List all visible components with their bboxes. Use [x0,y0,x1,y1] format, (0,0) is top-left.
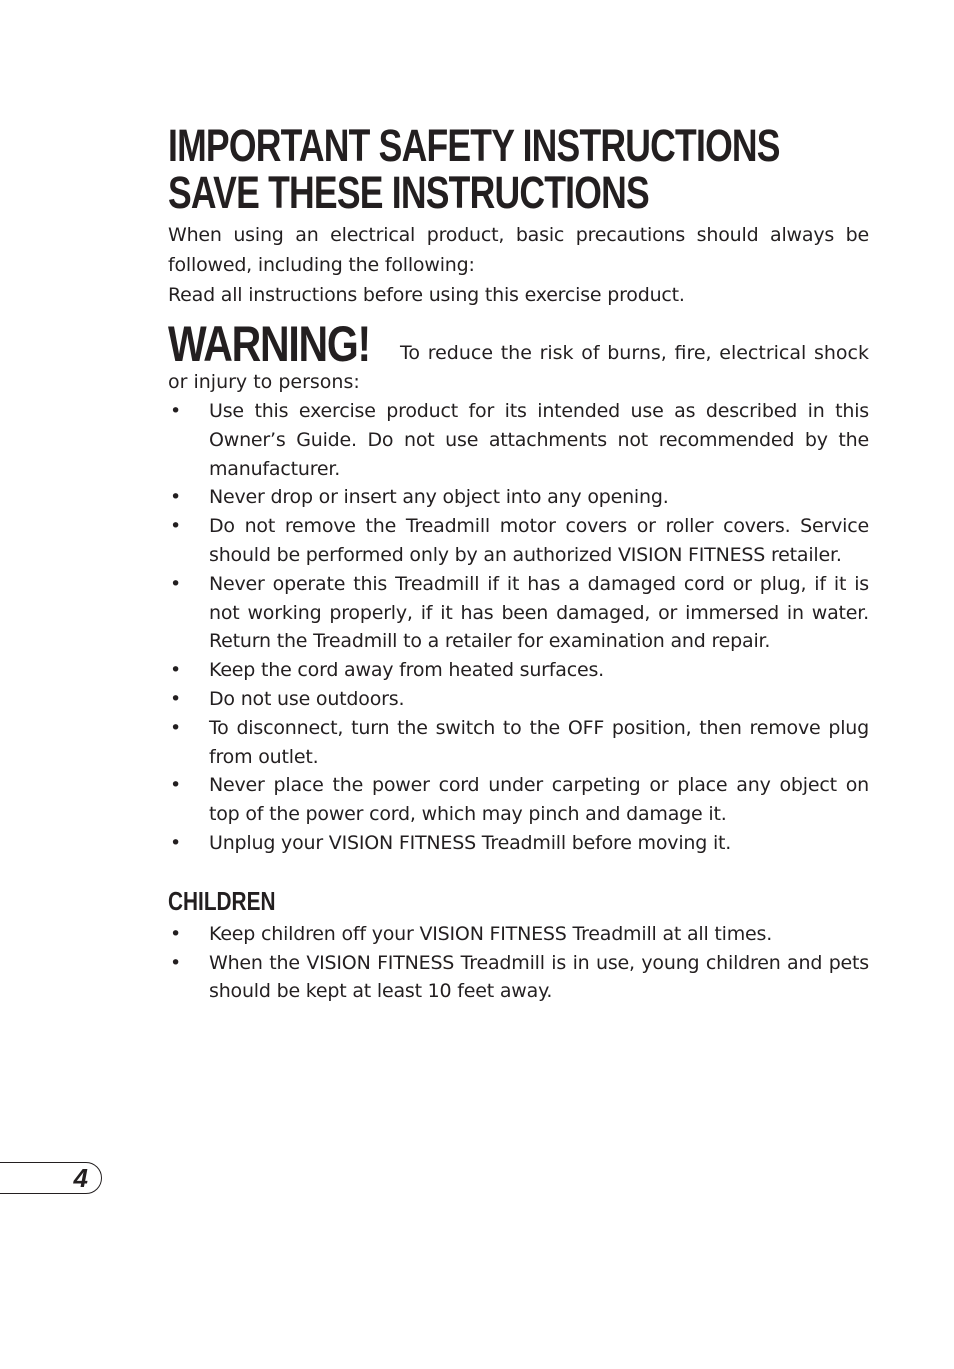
bullet: • [170,774,182,797]
list-item: • Do not use outdoors. [168,685,869,714]
list-item: • Keep children off your VISION FITNESS Treadmill at all times. [168,920,869,949]
warning-lead-text: To reduce the risk of burns, fire, electrical shock or injury to persons: [168,342,869,393]
bullet: • [170,922,182,945]
title-line-1: IMPORTANT SAFETY INSTRUCTIONS [168,120,780,171]
children-heading: CHILDREN [168,885,276,916]
warning-list [168,397,869,858]
list-item: • Do not remove the Treadmill motor covers or roller covers. Service should be performed only by an authorized VISION FITNESS retailer. [168,512,869,570]
list-item: • Never operate this Treadmill if it has a damaged cord or plug, if it is not working properly, if it has been damaged, or immersed in water. Return the Treadmill to a retailer for examination and repair. [168,570,869,656]
bullet: • [170,951,182,974]
read-instructions-paragraph: Read all instructions before using this exercise product. [168,284,685,306]
bullet: • [170,659,182,682]
bullet: • [170,486,182,509]
bullet: • [170,515,182,538]
page-number: 4 [73,1163,88,1193]
warning-block [168,316,869,397]
children-list [168,920,869,1006]
bullet: • [170,831,182,854]
list-item: • Use this exercise product for its intended use as described in this Owner’s Guide. Do not use attachments not recommended by the manufacturer. [168,397,869,483]
list-item: • Never place the power cord under carpeting or place any object on top of the power cord, which may pinch and damage it. [168,771,869,829]
bullet: • [170,400,182,422]
page-title [168,120,780,218]
page-number-tab [0,1162,102,1194]
list-item: • Unplug your VISION FITNESS Treadmill before moving it. [168,829,869,858]
list-item: • Keep the cord away from heated surfaces. [168,656,869,685]
page-content [168,122,869,1006]
warning-label: WARNING! [168,316,370,372]
list-item: • To disconnect, turn the switch to the OFF position, then remove plug from outlet. [168,714,869,772]
intro-paragraph: When using an electrical product, basic precautions should always be followed, including the following: [168,224,869,276]
list-item: • Never drop or insert any object into any opening. [168,483,869,512]
title-line-2: SAVE THESE INSTRUCTIONS [168,167,649,218]
list-item: • When the VISION FITNESS Treadmill is in use, young children and pets should be kept at least 10 feet away. [168,949,869,1007]
bullet: • [170,572,182,595]
bullet: • [170,716,182,739]
bullet: • [170,687,182,710]
